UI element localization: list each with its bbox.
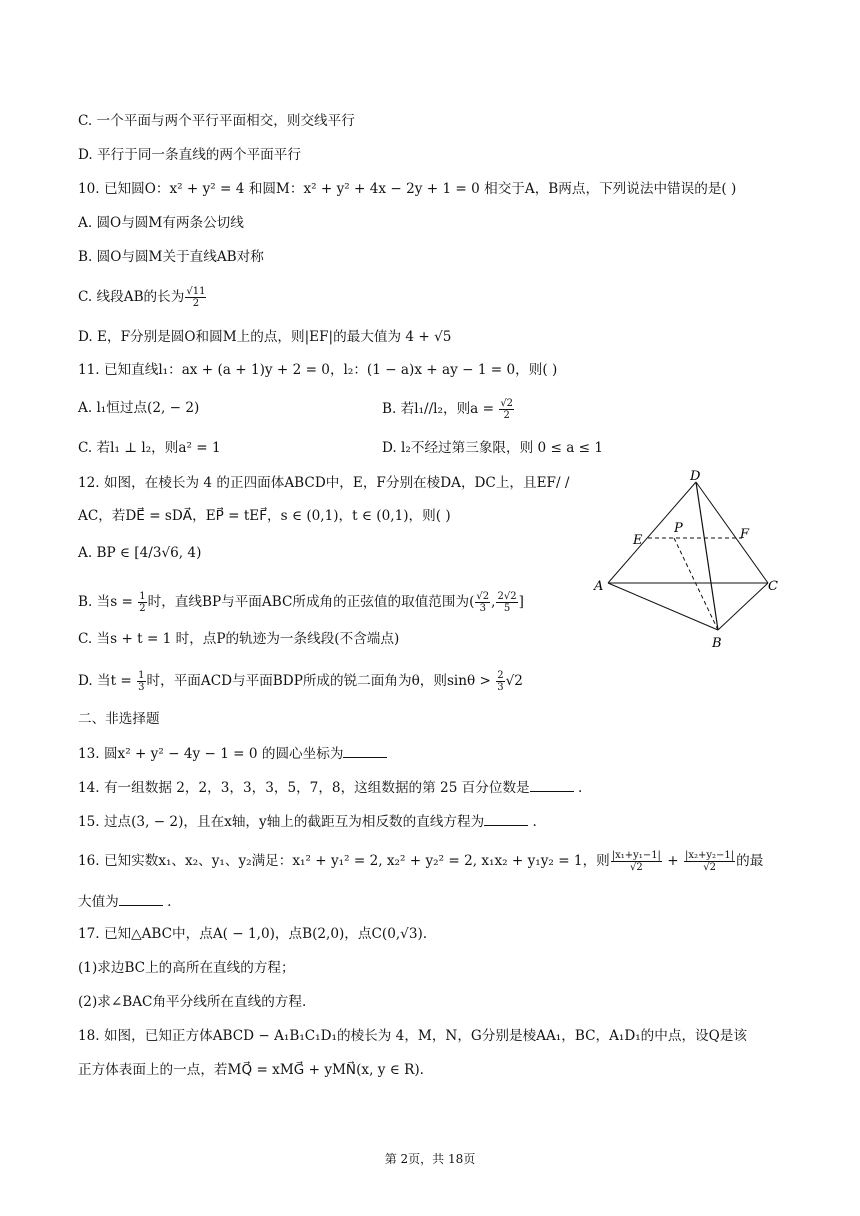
q12-option-d bbox=[78, 670, 523, 693]
q11b-text: B. 若l₁//l₂，则a = bbox=[382, 401, 499, 417]
question-12-line1: 12. 如图，在棱长为 4 的正四面体ABCD中，E，F分别在棱DA，DC上，且EF/ / bbox=[78, 475, 570, 491]
q16-text: 16. 已知实数x₁、x₂、y₁、y₂满足：x₁² + y₁² = 2, x₂² + y₂² = 2, x₁x₂ + y₁y₂ = 1，则 bbox=[78, 853, 610, 869]
tetrahedron-figure bbox=[590, 470, 790, 655]
q14-text: 14. 有一组数据 2，2，3，3，3，5，7，8，这组数据的第 25 百分位数是 bbox=[78, 780, 530, 796]
question-13 bbox=[78, 743, 387, 764]
q11-option-b bbox=[382, 398, 515, 421]
fraction: $\frac{1}{2}$ bbox=[139, 591, 146, 614]
plus: + bbox=[662, 853, 683, 869]
period: . bbox=[573, 780, 583, 796]
q17-part-2: (2)求∠BAC角平分线所在直线的方程. bbox=[78, 994, 307, 1010]
question-14 bbox=[78, 777, 582, 798]
sqrt: √2 bbox=[505, 673, 523, 689]
q12d-mid: 时，平面ACD与平面BDP所成的锐二面角为θ，则sinθ > bbox=[146, 673, 496, 689]
fraction: $\frac{\text{|x₂+y₂−1|}}{√2}$ bbox=[684, 850, 735, 873]
label-P: P bbox=[674, 521, 683, 536]
fraction: $\frac{1}{3}$ bbox=[138, 670, 145, 693]
edge-DA bbox=[608, 482, 696, 583]
period: . bbox=[528, 814, 537, 830]
bracket: ] bbox=[518, 594, 524, 610]
q10c-text: C. 线段AB的长为 bbox=[78, 289, 185, 305]
fraction: $\frac{√2}{2}$ bbox=[500, 398, 514, 421]
q13-text: 13. 圆x² + y² − 4y − 1 = 0 的圆心坐标为 bbox=[78, 746, 344, 762]
edge-CB bbox=[718, 583, 768, 630]
section-heading: 二、非选择题 bbox=[78, 711, 160, 727]
q11-option-d: D. l₂不经过第三象限，则 0 ≤ a ≤ 1 bbox=[382, 440, 603, 456]
q15-text: 15. 过点(3, − 2)，且在x轴，y轴上的截距互为相反数的直线方程为 bbox=[78, 814, 485, 830]
label-A: A bbox=[594, 579, 604, 594]
q16b-text: 大值为 bbox=[78, 894, 119, 910]
answer-blank bbox=[119, 891, 163, 906]
question-16 bbox=[78, 850, 763, 873]
q17-part-1: (1)求边BC上的高所在直线的方程； bbox=[78, 960, 295, 976]
fraction: $\frac{2}{3}$ bbox=[497, 670, 504, 693]
q10-option-c bbox=[78, 286, 207, 309]
q12-option-b bbox=[78, 591, 524, 614]
q10-option-b: B. 圆O与圆M关于直线AB对称 bbox=[78, 249, 264, 265]
q12-option-c: C. 当s + t = 1 时，点P的轨迹为一条线段(不含端点) bbox=[78, 631, 400, 647]
q11-option-a: A. l₁恒过点(2, − 2) bbox=[78, 400, 200, 416]
answer-blank bbox=[530, 777, 574, 792]
q12-option-a: A. BP ∈ [4/3√6, 4) bbox=[78, 545, 202, 561]
q16-end: 的最 bbox=[736, 853, 764, 869]
question-12-line2: AC，若DE⃗ = sDA⃗，EP⃗ = tEF⃗，s ∈ (0,1)，t ∈ (0,1)，则( ) bbox=[78, 508, 451, 524]
edge-AB bbox=[608, 583, 718, 630]
fraction: $\frac{2√2}{5}$ bbox=[497, 591, 517, 614]
question-16-line2 bbox=[78, 891, 171, 912]
question-18-line2: 正方体表面上的一点，若MQ⃗ = xMG⃗ + yMN⃗(x, y ∈ R). bbox=[78, 1062, 424, 1078]
q12d-pre: D. 当t = bbox=[78, 673, 137, 689]
answer-blank bbox=[343, 743, 387, 758]
q10-option-d: D. E，F分别是圆O和圆M上的点，则|EF|的最大值为 4 + √5 bbox=[78, 329, 452, 345]
label-F: F bbox=[740, 527, 750, 542]
label-C: C bbox=[768, 579, 778, 594]
question-11: 11. 已知直线l₁：ax + (a + 1)y + 2 = 0，l₂：(1 − a)x + ay − 1 = 0，则( ) bbox=[78, 362, 558, 378]
option-c-q9: C. 一个平面与两个平行平面相交，则交线平行 bbox=[78, 113, 355, 129]
question-15 bbox=[78, 811, 537, 832]
period: . bbox=[162, 894, 172, 910]
question-17: 17. 已知△ABC中，点A( − 1,0)，点B(2,0)，点C(0,√3). bbox=[78, 926, 428, 942]
q12b-mid: 时，直线BP与平面ABC所成角的正弦值的取值范围为( bbox=[147, 594, 475, 610]
fraction: $\frac{\text{|x₁+y₁−1|}}{√2}$ bbox=[611, 850, 661, 873]
page-footer: 第 2页，共 18页 bbox=[384, 1152, 476, 1166]
option-d-q9: D. 平行于同一条直线的两个平面平行 bbox=[78, 147, 301, 163]
label-E: E bbox=[633, 533, 643, 548]
fraction: $\frac{√2}{3}$ bbox=[476, 591, 490, 614]
q12b-pre: B. 当s = bbox=[78, 594, 138, 610]
fraction: $\frac{√11}{2}$ bbox=[186, 286, 206, 309]
comma: , bbox=[491, 594, 496, 610]
label-B: B bbox=[712, 636, 722, 651]
answer-blank bbox=[484, 811, 528, 826]
edge-DC bbox=[696, 482, 768, 583]
question-18-line1: 18. 如图，已知正方体ABCD − A₁B₁C₁D₁的棱长为 4，M，N，G分别是棱AA₁，BC，A₁D₁的中点，设Q是该 bbox=[78, 1028, 747, 1044]
q11-option-c: C. 若l₁ ⊥ l₂，则a² = 1 bbox=[78, 440, 221, 456]
question-10: 10. 已知圆O：x² + y² = 4 和圆M：x² + y² + 4x − 2y + 1 = 0 相交于A，B两点，下列说法中错误的是( ) bbox=[78, 181, 737, 197]
label-D: D bbox=[690, 470, 701, 484]
q10-option-a: A. 圆O与圆M有两条公切线 bbox=[78, 215, 244, 231]
